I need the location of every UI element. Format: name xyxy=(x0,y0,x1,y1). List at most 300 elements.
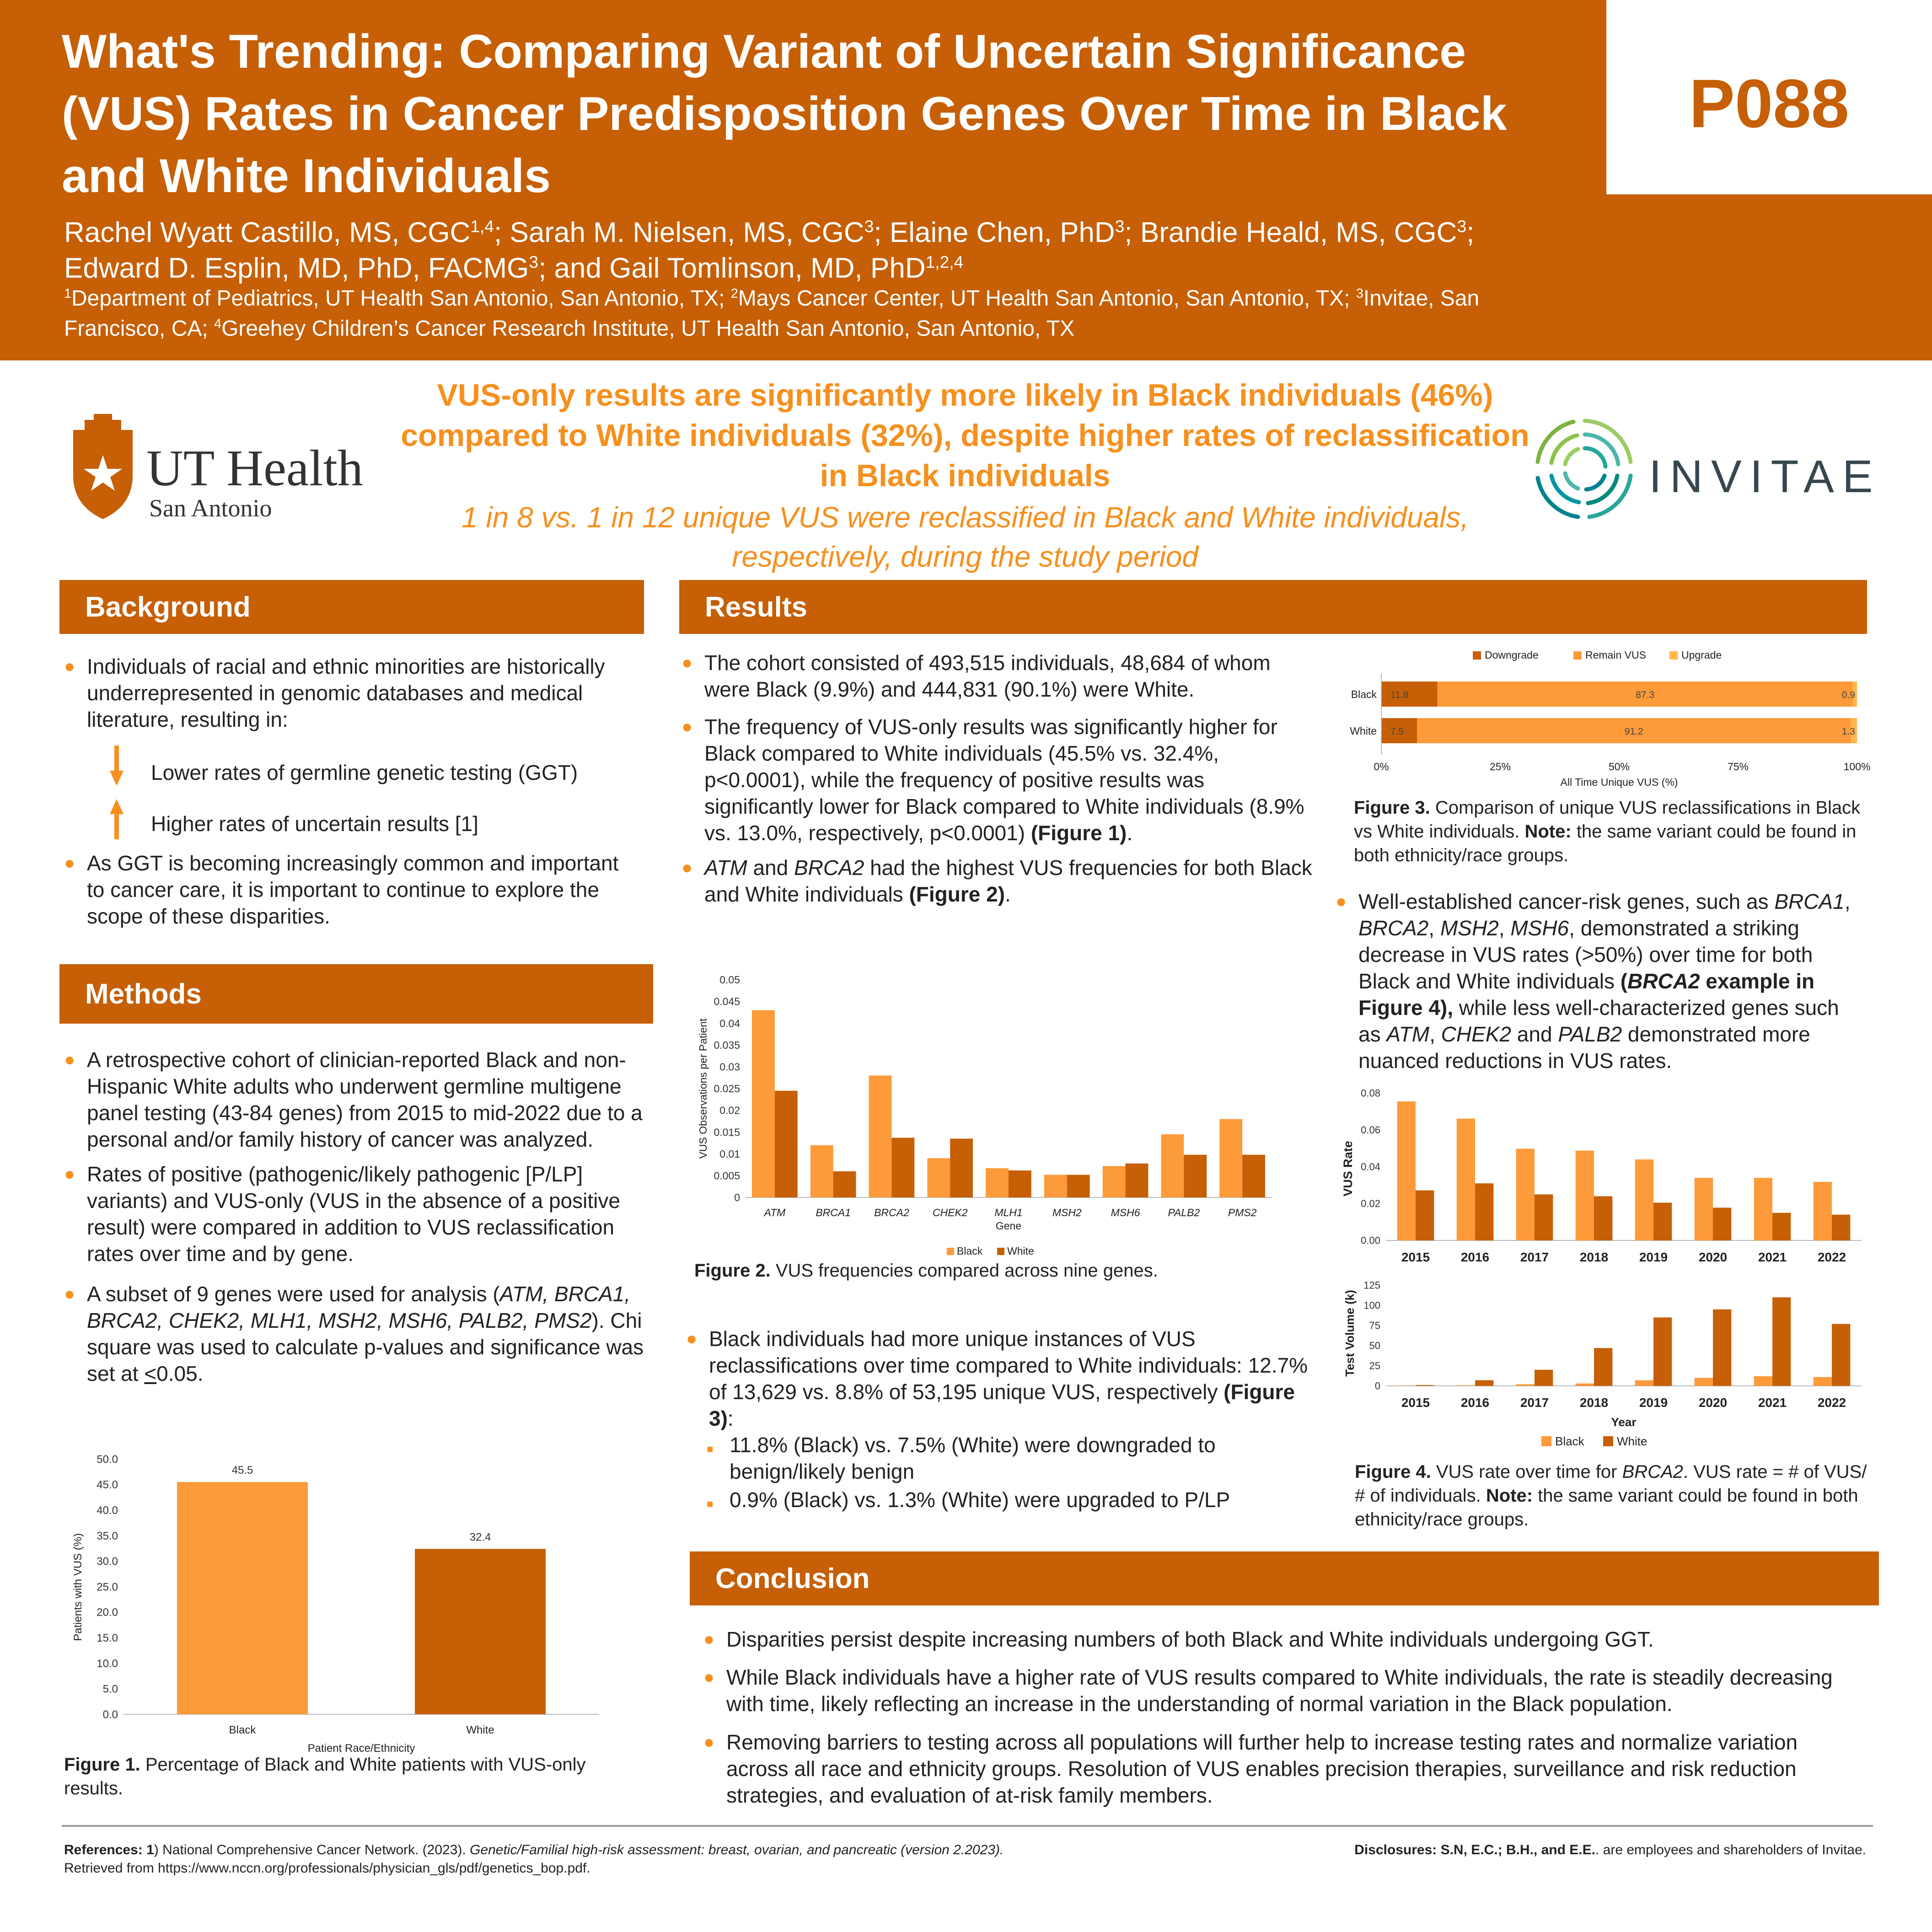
author-sup: 1,2,4 xyxy=(925,252,964,272)
conclusion-heading xyxy=(690,1551,1879,1605)
legend-label: Upgrade xyxy=(1681,649,1722,661)
y-tick-label: 40.0 xyxy=(97,1504,118,1517)
conclusion-bullet-1 xyxy=(703,1626,1861,1653)
caption-note: Note: xyxy=(1524,821,1572,842)
y-tick-label: 35.0 xyxy=(97,1530,118,1542)
bar xyxy=(1067,1175,1090,1197)
y-tick-label: 0.05 xyxy=(719,974,740,986)
author-text: ; Sarah M. Nielsen, MS, CGC xyxy=(494,217,864,248)
bar xyxy=(752,1010,775,1197)
bullet-text: The cohort consisted of 493,515 individuals, 48,684 of whom were Black (9.9%) and 444,831 (90.1%) were White. xyxy=(704,651,1271,701)
y-tick-label: White xyxy=(1350,725,1377,737)
figure-ref: (Figure 3) xyxy=(709,1380,1295,1430)
bar xyxy=(833,1171,856,1197)
bar xyxy=(1695,1378,1713,1386)
bar xyxy=(927,1158,950,1197)
data-label: 91.2 xyxy=(1624,726,1643,737)
affil-text: Invitae, San Francisco, CA; xyxy=(64,286,1480,341)
poster-title: What's Trending: Comparing Variant of Uncertain Significance (VUS) Rates in Cancer Predisposition Genes Over Time in Black and White Individuals xyxy=(62,25,1507,203)
figure-4-volume-chart xyxy=(1336,1276,1875,1454)
y-tick-label: 0.035 xyxy=(714,1039,740,1051)
bullet-text: and xyxy=(1511,1022,1558,1046)
bar xyxy=(1713,1309,1731,1386)
bullet-text: As GGT is becoming increasingly common and important to cancer care, it is important to continue to explore the scope of these disparities. xyxy=(87,851,619,928)
bar xyxy=(1516,1384,1535,1386)
figure-ref: (Figure 1) xyxy=(1030,821,1127,845)
data-label: 11.8 xyxy=(1390,690,1409,700)
invitae-logo xyxy=(1528,412,1881,531)
background-heading xyxy=(59,580,644,634)
bar xyxy=(1814,1182,1832,1240)
results-heading xyxy=(679,580,1867,634)
gene-name: BRCA2 xyxy=(1627,969,1700,993)
bullet-text: , xyxy=(1844,890,1851,913)
x-tick-label: PMS2 xyxy=(1228,1207,1257,1218)
x-tick-label: BRCA1 xyxy=(816,1207,851,1218)
x-tick-label: 0% xyxy=(1374,761,1389,773)
bar xyxy=(950,1138,973,1197)
bar xyxy=(1772,1297,1791,1386)
results-bullet-5 xyxy=(1336,888,1866,1074)
bar xyxy=(1635,1380,1653,1386)
bullet-text: , demonstrated a striking decrease in VUS rates (>50%) over time for both Black and White individuals xyxy=(1358,916,1813,993)
methods-bullet-3 xyxy=(64,1281,654,1387)
y-tick-label: 0.08 xyxy=(1361,1087,1380,1099)
x-tick-label: 2019 xyxy=(1639,1395,1668,1410)
le-symbol: < xyxy=(144,1362,157,1385)
bar xyxy=(1653,1317,1672,1386)
legend-swatch xyxy=(997,1248,1004,1255)
bar xyxy=(1475,1380,1493,1386)
x-tick-label: 25% xyxy=(1489,761,1511,773)
bar xyxy=(1103,1166,1126,1197)
affil-text: Department of Pediatrics, UT Health San Antonio, San Antonio, TX; xyxy=(71,286,731,311)
x-tick-label: 2015 xyxy=(1401,1395,1430,1410)
circle-bullet-icon: ● xyxy=(686,1329,698,1349)
bar xyxy=(1814,1377,1832,1386)
caption-text: the same variant could be found in both ethnicity/race groups. xyxy=(1354,821,1857,865)
x-tick-label: 100% xyxy=(1843,761,1871,773)
caption-text: VUS rate over time for xyxy=(1431,1462,1622,1482)
y-tick-label: 0 xyxy=(1374,1380,1380,1392)
x-tick-label: 2016 xyxy=(1460,1395,1490,1410)
y-tick-label: 0.0 xyxy=(102,1708,118,1721)
data-label: 32.4 xyxy=(469,1531,491,1544)
author-text: ; Elaine Chen, PhD xyxy=(874,217,1115,248)
down-arrow-icon xyxy=(110,746,123,787)
disclosures-text: . are employees and shareholders of Invitae. xyxy=(1595,1842,1866,1857)
bar xyxy=(1397,1101,1416,1240)
legend-label: White xyxy=(1617,1434,1648,1448)
circle-bullet-icon: ● xyxy=(703,1732,715,1752)
x-tick-label: 2021 xyxy=(1758,1250,1787,1264)
y-tick-label: 0.04 xyxy=(1361,1161,1380,1173)
x-tick-label: MSH2 xyxy=(1052,1207,1082,1218)
reference-number: 1 xyxy=(146,1842,154,1857)
x-tick-label: 2020 xyxy=(1698,1395,1728,1410)
legend-swatch xyxy=(1669,651,1678,660)
gene-name: ATM xyxy=(1386,1022,1430,1046)
reference-text: Retrieved from https://www.nccn.org/professionals/physician_gls/pdf/genetics_bop.pdf. xyxy=(64,1861,590,1876)
bar xyxy=(177,1482,308,1714)
invitae-wordmark: INVITAE xyxy=(1649,451,1881,502)
legend-label: White xyxy=(1007,1245,1034,1257)
circle-bullet-icon: ● xyxy=(64,1284,75,1304)
circle-bullet-icon: ● xyxy=(64,656,75,676)
bar xyxy=(1713,1208,1731,1240)
legend-swatch xyxy=(1473,651,1481,660)
x-tick-label: MLH1 xyxy=(994,1207,1023,1218)
bullet-text: while less well-characterized genes such as xyxy=(1358,996,1839,1046)
gene-name: BRCA2 xyxy=(794,856,864,880)
y-tick-label: 50.0 xyxy=(97,1453,118,1466)
author-text: ; and Gail Tomlinson, MD, PhD xyxy=(538,252,926,284)
legend-swatch xyxy=(1541,1436,1551,1446)
x-tick-label: 2018 xyxy=(1579,1250,1609,1264)
bullet-text: ). Chi square was used to calculate p-values and significance was set at xyxy=(87,1309,644,1385)
gene-name: BRCA2 xyxy=(1358,916,1429,940)
caption-label: Figure 3. xyxy=(1354,798,1430,818)
key-finding-headline: VUS-only results are significantly more likely in Black individuals (46%) compared to White individuals (32%), despite higher rates of reclassification in Black individuals xyxy=(401,378,1530,493)
bullet-text: Black individuals had more unique instances of VUS reclassifications over time compared to White individuals: 12.7% of 13,629 vs. 8.8% of 53,195 unique VUS, respectively xyxy=(709,1327,1308,1404)
figure-3-caption xyxy=(1354,796,1866,867)
bar xyxy=(1126,1164,1148,1197)
circle-bullet-icon: ● xyxy=(64,853,75,873)
x-tick-label: ATM xyxy=(764,1207,786,1218)
methods-heading xyxy=(59,964,653,1024)
bar xyxy=(1832,1215,1850,1240)
legend-swatch xyxy=(1573,651,1582,660)
x-tick-label: 2015 xyxy=(1401,1250,1430,1264)
caption-label: Figure 1. xyxy=(64,1755,140,1775)
x-tick-label: 2018 xyxy=(1579,1395,1609,1410)
author-text: ; Edward D. Esplin, MD, PhD, FACMG xyxy=(64,217,1475,284)
x-axis-title: Year xyxy=(1611,1415,1637,1429)
y-tick-label: 0.02 xyxy=(1361,1198,1380,1210)
bar xyxy=(1576,1384,1594,1386)
authors xyxy=(64,215,1528,286)
figure-4-caption xyxy=(1355,1460,1867,1531)
bullet-text: : xyxy=(727,1406,734,1430)
circle-bullet-icon: ● xyxy=(703,1629,715,1649)
x-tick-label: 2021 xyxy=(1758,1395,1787,1410)
bullet-text: . xyxy=(1005,882,1011,906)
y-tick-label: 30.0 xyxy=(97,1555,118,1568)
bar xyxy=(415,1549,546,1714)
affil-sup: 1 xyxy=(64,286,72,301)
bullet-text: and xyxy=(747,856,794,880)
results-bullet-4 xyxy=(686,1326,1313,1432)
x-tick-label: 2017 xyxy=(1520,1395,1549,1410)
data-label: 87.3 xyxy=(1636,690,1655,700)
legend-label: Black xyxy=(1555,1434,1584,1448)
bullet-text: Rates of positive (pathogenic/likely pathogenic [P/LP] variants) and VUS-only (VUS in the absence of a positive result) were compared in addition to VUS reclassification rates over time and by gene. xyxy=(87,1162,620,1266)
bullet-text: . xyxy=(1127,821,1133,845)
circle-bullet-icon: ● xyxy=(682,717,693,737)
circle-bullet-icon: ● xyxy=(1336,891,1347,912)
x-tick-label: 75% xyxy=(1727,761,1749,773)
ut-shield-icon xyxy=(64,412,142,521)
gene-name: BRCA1 xyxy=(1774,890,1845,913)
bar xyxy=(1457,1119,1475,1240)
results-heading-text: Results xyxy=(705,591,807,623)
data-label: 0.9 xyxy=(1841,690,1855,700)
y-tick-label: 50 xyxy=(1369,1340,1380,1352)
y-tick-label: 0.03 xyxy=(719,1061,740,1073)
circle-bullet-icon: ● xyxy=(682,653,693,673)
bullet-text: 0.9% (Black) vs. 1.3% (White) were upgraded to P/LP xyxy=(730,1488,1230,1512)
bullet-text: The frequency of VUS-only results was significantly higher for Black compared to White individuals (45.5% vs. 32.4%, p<0.0001), while the frequency of positive results was significantly lower for Black compared to White individuals (8.9% vs. 13.0%, respectively, p<0.0001) xyxy=(704,715,1304,845)
y-tick-label: 15.0 xyxy=(97,1632,118,1644)
bullet-text: A retrospective cohort of clinician-reported Black and non-Hispanic White adults who underwent germline multigene panel testing (43-84 genes) from 2015 to mid-2022 due to a personal and/or family history of cancer was analyzed. xyxy=(87,1048,643,1151)
y-tick-label: 0.01 xyxy=(719,1148,740,1160)
author-sup: 3 xyxy=(1457,216,1467,236)
bar xyxy=(1161,1134,1184,1197)
bar xyxy=(1242,1155,1265,1197)
y-tick-label: 20.0 xyxy=(97,1606,118,1619)
disclosures xyxy=(1235,1841,1866,1859)
gene-list: ATM, BRCA1, BRCA2, CHEK2, MLH1, MSH2, MSH6, PALB2, PMS2 xyxy=(87,1282,631,1332)
bar xyxy=(1576,1151,1594,1240)
y-tick-label: 0.00 xyxy=(1361,1234,1380,1246)
figure-4-rate-chart xyxy=(1336,1079,1875,1272)
caption-text: VUS frequencies compared across nine genes. xyxy=(770,1261,1158,1281)
author-text: Rachel Wyatt Castillo, MS, CGC xyxy=(64,217,471,248)
x-tick-label: 2022 xyxy=(1817,1395,1846,1410)
y-axis-title: Patients with VUS (%) xyxy=(72,1533,84,1642)
bullet-text: had the highest VUS frequencies for both Black and White individuals xyxy=(704,856,1312,906)
bullet-text: Individuals of racial and ethnic minorities are historically underrepresented in genomic databases and medical literature, resulting in: xyxy=(87,655,605,731)
bullet-text: 0.05. xyxy=(156,1362,204,1385)
circle-bullet-icon: ● xyxy=(64,1164,75,1184)
results-subbullet-2 xyxy=(707,1487,1283,1513)
y-tick-label: 125 xyxy=(1363,1279,1380,1291)
ut-health-wordmark: UT Health xyxy=(146,440,363,497)
caption-label: Figure 2. xyxy=(694,1261,771,1281)
data-label: 1.3 xyxy=(1841,726,1855,737)
background-heading-text: Background xyxy=(85,591,251,623)
methods-heading-text: Methods xyxy=(85,978,202,1010)
author-sup: 1,4 xyxy=(470,216,494,236)
y-tick-label: 25 xyxy=(1369,1360,1380,1372)
ut-health-logo xyxy=(64,412,393,526)
results-bullet-1 xyxy=(682,649,1313,703)
bar xyxy=(986,1168,1009,1197)
results-bullet-3 xyxy=(682,854,1313,907)
affil-text: Mays Cancer Center, UT Health San Antonio, San Antonio, TX; xyxy=(738,286,1356,311)
bar xyxy=(891,1138,914,1197)
affil-sup: 4 xyxy=(214,317,222,331)
references xyxy=(64,1841,1025,1878)
y-tick-label: 0.045 xyxy=(714,995,740,1008)
bar xyxy=(1772,1213,1791,1240)
bar xyxy=(1516,1149,1535,1240)
gene-name: CHEK2 xyxy=(1441,1022,1512,1046)
x-tick-label: CHEK2 xyxy=(932,1207,968,1218)
caption-label: Figure 4. xyxy=(1355,1462,1431,1482)
figure-1-caption xyxy=(64,1753,645,1800)
x-tick-label: 2016 xyxy=(1460,1250,1490,1264)
caption-text: Comparison of unique VUS reclassifications in Black vs White individuals. xyxy=(1354,798,1861,842)
x-axis-title: All Time Unique VUS (%) xyxy=(1560,776,1678,788)
bar xyxy=(1475,1183,1493,1240)
bar xyxy=(775,1091,798,1197)
bar xyxy=(1594,1348,1612,1386)
bullet-text: , xyxy=(1498,916,1511,940)
legend-swatch xyxy=(1603,1436,1613,1446)
x-tick-label: 2019 xyxy=(1639,1250,1668,1264)
figure-1-chart xyxy=(55,1441,613,1761)
x-tick-label: Black xyxy=(229,1724,256,1736)
background-bullet-2 xyxy=(64,850,640,929)
invitae-swirl-icon xyxy=(1528,412,1642,526)
bar xyxy=(1754,1178,1772,1240)
bullet-text: 11.8% (Black) vs. 7.5% (White) were downgraded to benign/likely benign xyxy=(730,1433,1216,1483)
figure-3-chart xyxy=(1336,640,1875,796)
x-axis-title: Patient Race/Ethnicity xyxy=(307,1742,415,1755)
x-tick-label: 2022 xyxy=(1817,1250,1846,1264)
y-tick-label: 75 xyxy=(1369,1320,1380,1331)
bar xyxy=(1832,1324,1850,1386)
affiliations xyxy=(64,284,1528,344)
figure-2-chart xyxy=(686,965,1281,1262)
bullet-text: , xyxy=(1429,1022,1441,1046)
legend-label: Remain VUS xyxy=(1585,649,1646,661)
bar xyxy=(1635,1159,1653,1240)
figure-2-caption xyxy=(694,1259,1289,1283)
background-up-item: Higher rates of uncertain results [1] xyxy=(151,812,478,836)
bar xyxy=(1184,1155,1207,1197)
reference-title: Genetic/Familial high-risk assessment: breast, ovarian, and pancreatic (version 2.2023). xyxy=(470,1842,1004,1857)
x-tick-label: White xyxy=(466,1724,494,1736)
methods-bullet-1 xyxy=(64,1046,654,1153)
references-label: References: xyxy=(64,1842,147,1857)
y-tick-label: 100 xyxy=(1363,1299,1380,1311)
up-arrow-icon xyxy=(110,798,123,839)
y-tick-label: 0.025 xyxy=(714,1083,740,1095)
conclusion-heading-text: Conclusion xyxy=(715,1562,870,1594)
caption-text: . VUS rate = # of VUS/ # of individuals. xyxy=(1355,1462,1867,1506)
conclusion-bullet-3 xyxy=(703,1729,1861,1809)
gene-name: BRCA2 xyxy=(1622,1462,1684,1482)
y-tick-label: Black xyxy=(1351,688,1377,700)
legend-swatch xyxy=(947,1248,954,1255)
x-tick-label: PALB2 xyxy=(1168,1207,1200,1218)
caption-note: Note: xyxy=(1486,1486,1533,1506)
caption-text: the same variant could be found in both ethnicity/race groups. xyxy=(1355,1486,1858,1530)
bar xyxy=(810,1145,833,1197)
bar xyxy=(1653,1202,1672,1240)
results-bullet-2 xyxy=(682,714,1313,846)
square-bullet-icon: ■ xyxy=(707,1498,714,1510)
y-tick-label: 0.02 xyxy=(719,1104,740,1116)
y-tick-label: 10.0 xyxy=(97,1657,118,1670)
bar xyxy=(1457,1385,1475,1386)
bullet-text: demonstrated more nuanced reductions in VUS rates. xyxy=(1358,1022,1810,1073)
bar xyxy=(1009,1170,1031,1197)
footer-divider xyxy=(62,1825,1873,1827)
methods-bullet-2 xyxy=(64,1161,654,1267)
author-sup: 3 xyxy=(1115,216,1125,236)
y-axis-title: Test Volume (k) xyxy=(1343,1290,1357,1377)
gene-name: ATM xyxy=(704,856,747,880)
gene-name: MSH6 xyxy=(1510,916,1569,940)
affil-sup: 3 xyxy=(1356,286,1363,301)
x-tick-label: BRCA2 xyxy=(874,1207,909,1218)
author-text: ; Brandie Heald, MS, CGC xyxy=(1124,217,1457,248)
data-label: 7.5 xyxy=(1390,726,1404,737)
x-tick-label: 2020 xyxy=(1698,1250,1728,1264)
x-tick-label: MSH6 xyxy=(1111,1207,1140,1218)
y-tick-label: 0.06 xyxy=(1361,1124,1380,1136)
y-axis-title: VUS Rate xyxy=(1341,1141,1355,1197)
bullet-text: , xyxy=(1428,916,1440,940)
square-bullet-icon: ■ xyxy=(707,1443,714,1455)
results-subbullet-1 xyxy=(707,1432,1283,1485)
bullet-text: Removing barriers to testing across all populations will further help to increase testing rates and normalize variation across all race and ethnicity groups. Resolution of VUS enables precision therapies, surveillance and risk reduction strategies, and evaluation of at-risk family members. xyxy=(726,1730,1798,1807)
disclosures-label: Disclosures: S.N, E.C.; B.H., and E.E. xyxy=(1354,1842,1595,1857)
legend-label: Downgrade xyxy=(1485,649,1539,661)
conclusion-bullet-2 xyxy=(703,1664,1861,1717)
affil-sup: 2 xyxy=(730,286,738,301)
bar xyxy=(1535,1194,1553,1240)
x-axis-title: Gene xyxy=(995,1220,1022,1232)
bullet-text: Well-established cancer-risk genes, such as xyxy=(1358,890,1775,913)
bar xyxy=(869,1075,892,1197)
y-tick-label: 0.04 xyxy=(719,1017,740,1030)
bullet-text: Disparities persist despite increasing numbers of both Black and White individuals undergoing GGT. xyxy=(726,1627,1654,1651)
bar xyxy=(1397,1385,1416,1386)
y-tick-label: 45.0 xyxy=(97,1479,118,1492)
background-bullet-1 xyxy=(64,653,640,733)
bullet-text: While Black individuals have a higher rate of VUS results compared to White individuals, the rate is steadily decreasing with time, likely reflecting an increase in the understanding of normal variation in the Black population. xyxy=(726,1665,1833,1716)
circle-bullet-icon: ● xyxy=(703,1667,715,1687)
bar xyxy=(1416,1385,1434,1386)
y-tick-label: 0 xyxy=(734,1191,740,1204)
x-tick-label: 2017 xyxy=(1520,1250,1549,1264)
y-tick-label: 5.0 xyxy=(102,1683,118,1696)
circle-bullet-icon: ● xyxy=(682,858,693,878)
author-sup: 3 xyxy=(864,216,874,236)
legend-label: Black xyxy=(957,1245,983,1257)
gene-name: PALB2 xyxy=(1558,1022,1622,1046)
figure-ref: example in Figure 4), xyxy=(1358,969,1815,1020)
y-tick-label: 0.005 xyxy=(714,1170,740,1182)
x-tick-label: 50% xyxy=(1608,761,1630,773)
affil-text: Greehey Children’s Cancer Research Institute, UT Health San Antonio, San Antonio, TX xyxy=(221,317,1075,341)
data-label: 45.5 xyxy=(231,1464,253,1477)
poster-number: P088 xyxy=(1689,65,1850,142)
bar xyxy=(1044,1175,1067,1197)
key-finding-subline: 1 in 8 vs. 1 in 12 unique VUS were reclassified in Black and White individuals, respectively, during the study period xyxy=(461,501,1469,573)
bar xyxy=(1754,1376,1772,1386)
caption-text: Percentage of Black and White patients with VUS-only results. xyxy=(64,1755,586,1798)
background-down-item: Lower rates of germline genetic testing (GGT) xyxy=(151,761,578,784)
ut-san-antonio-wordmark: San Antonio xyxy=(149,494,272,522)
y-axis-title: VUS Observations per Patient xyxy=(697,1018,709,1159)
reference-text: ) National Comprehensive Cancer Network. (2023). xyxy=(154,1842,470,1857)
y-tick-label: 0.015 xyxy=(714,1126,740,1138)
figure-ref: (Figure 2) xyxy=(909,882,1005,906)
bullet-text: A subset of 9 genes were used for analysis ( xyxy=(87,1282,500,1306)
gene-name: MSH2 xyxy=(1440,916,1499,940)
y-tick-label: 25.0 xyxy=(97,1581,118,1594)
bar xyxy=(1695,1178,1713,1240)
circle-bullet-icon: ● xyxy=(64,1050,75,1070)
bar-segment xyxy=(1381,682,1438,707)
bar xyxy=(1416,1191,1434,1240)
bar xyxy=(1535,1370,1553,1386)
